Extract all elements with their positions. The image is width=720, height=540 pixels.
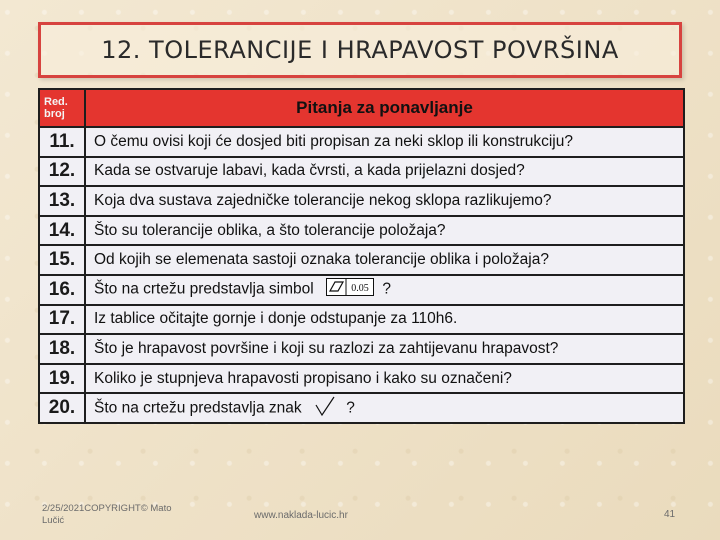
table-row bbox=[39, 305, 684, 335]
row-question-suffix: ? bbox=[382, 280, 391, 298]
table-row bbox=[39, 127, 684, 157]
header-questions: Pitanja za ponavljanje bbox=[85, 89, 684, 127]
table-row bbox=[39, 334, 684, 364]
flatness-tolerance-symbol-icon bbox=[326, 278, 374, 301]
table-row bbox=[39, 216, 684, 246]
slide-title: 12. TOLERANCIJE I HRAPAVOST POVRŠINA bbox=[101, 36, 619, 64]
footer-date-copyright: 2/25/2021COPYRIGHT© Mato Lučić bbox=[42, 503, 172, 526]
row-number: 17. bbox=[39, 305, 85, 335]
symbol-value: 0.05 bbox=[351, 283, 369, 295]
row-number: 19. bbox=[39, 364, 85, 394]
table-row bbox=[39, 157, 684, 187]
questions-table bbox=[38, 88, 685, 424]
footer-website: www.naklada-lucic.hr bbox=[254, 510, 348, 521]
row-number: 13. bbox=[39, 186, 85, 216]
row-question: Koja dva sustava zajedničke tolerancije nekog sklopa razlikujemo? bbox=[85, 186, 684, 216]
row-question: Što je hrapavost površine i koji su razlozi za zahtijevanu hrapavost? bbox=[85, 334, 684, 364]
row-question: Od kojih se elemenata sastoji oznaka tolerancije oblika i položaja? bbox=[85, 245, 684, 275]
row-question: Što su tolerancije oblika, a što tolerancije položaja? bbox=[85, 216, 684, 246]
page-number: 41 bbox=[664, 509, 676, 520]
row-question: Koliko je stupnjeva hrapavosti propisano i kako su označeni? bbox=[85, 364, 684, 394]
row-question-text: Što na crtežu predstavlja znak bbox=[94, 399, 302, 417]
table-row bbox=[39, 275, 684, 305]
title-box bbox=[38, 22, 682, 78]
row-number: 14. bbox=[39, 216, 85, 246]
header-number: Red. broj bbox=[39, 89, 85, 127]
row-question bbox=[85, 393, 684, 423]
row-number: 18. bbox=[39, 334, 85, 364]
row-question-suffix: ? bbox=[346, 399, 355, 417]
table-row bbox=[39, 364, 684, 394]
row-number: 15. bbox=[39, 245, 85, 275]
row-question-text: Što na crtežu predstavlja simbol bbox=[94, 280, 314, 298]
row-number: 16. bbox=[39, 275, 85, 305]
surface-roughness-symbol-icon bbox=[314, 395, 338, 422]
row-question: O čemu ovisi koji će dosjed biti propisan za neki sklop ili konstrukciju? bbox=[85, 127, 684, 157]
table-row bbox=[39, 186, 684, 216]
row-question: Kada se ostvaruje labavi, kada čvrsti, a kada prijelazni dosjed? bbox=[85, 157, 684, 187]
row-question: Iz tablice očitajte gornje i donje odstupanje za 110h6. bbox=[85, 305, 684, 335]
table-row bbox=[39, 393, 684, 423]
row-number: 20. bbox=[39, 393, 85, 423]
table-header-row bbox=[39, 89, 684, 127]
row-number: 12. bbox=[39, 157, 85, 187]
row-number: 11. bbox=[39, 127, 85, 157]
row-question bbox=[85, 275, 684, 305]
table-row bbox=[39, 245, 684, 275]
